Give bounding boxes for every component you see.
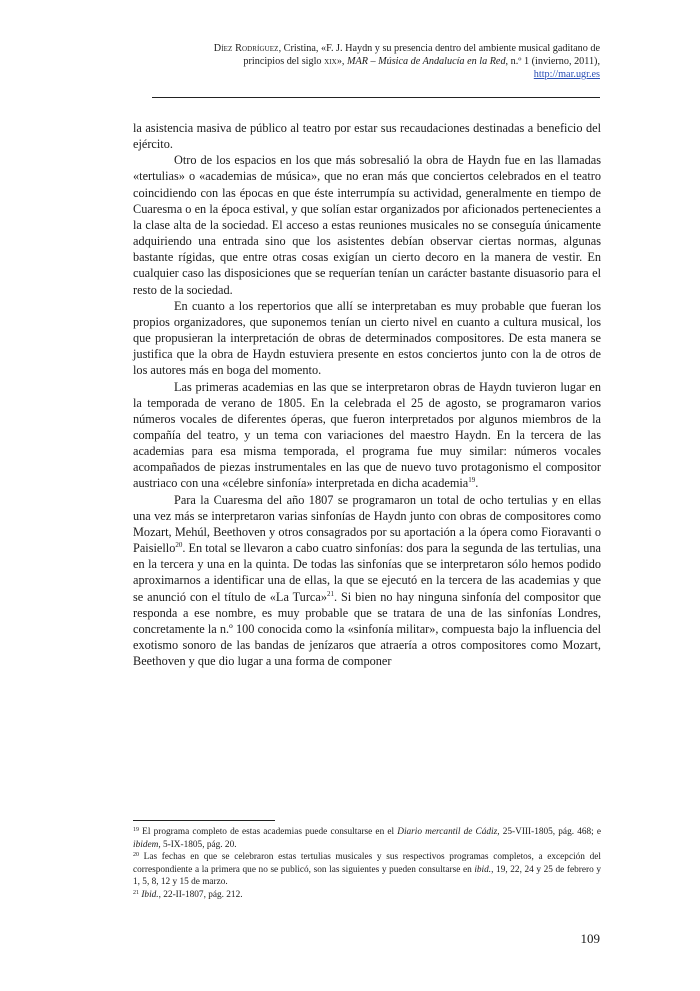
citation-line-1: Díez Rodríguez, Cristina, «F. J. Haydn y su presencia dentro del ambiente musical gaditano de xyxy=(213,43,600,54)
author-surname: Díez Rodríguez xyxy=(213,43,279,54)
paragraph-5: Para la Cuaresma del año 1807 se programaron un total de ocho tertulias y en ellas una vez más se interpretaron varias sinfonías de Haydn junto con obras de compositores como Mozart, Mehúl, Beethoven y otros consagrados por su aportación a la ópera como Fioravanti o Paisiello$^{20}$. En total se llevaron a cabo cuatro sinfonías: dos para la segunda de las tertulias, una en la tercera y una en la quinta. De todas las sinfonías que se interpretaron sólo hemos podido aproximarnos a identificar una de ellas, la que se ejecutó en la tercera de las academias y que se anunció con el título de «La Turca»$^{21}$. Si bien no hay ninguna sinfonía del compositor que responda a ese nombre, es muy probable que se tratara de una de las sinfonías Londres, concretamente la n.º 100 conocida como la «sinfonía militar», compuesta bajo la influencia del exotismo sonoro de las bandas de jenízaros que atraería a otros compositores como Mozart, Beethoven y que dio lugar a una forma de componer xyxy=(133,492,602,669)
footnotes xyxy=(133,826,601,902)
footnote-ref-20[interactable]: 20 xyxy=(175,541,183,550)
paragraph-4: Las primeras academias en las que se interpretaron obras de Haydn tuvieron lugar en la temporada de verano de 1805. En la celebrada el 25 de agosto, se programaron varios números vocales de diferentes óperas, que fueron interpretados por algunos miembros de la compañía del teatro, y un tema con variaciones del maestro Haydn. En la tercera de las academias para esa misma temporada, el programa fue muy similar: números vocales acompañados de piezas instrumentales en las que de nuevo tuvo protagonismo el compositor austriaco con una «célebre sinfonía» interpretada en dicha academia$^{19}$. xyxy=(133,379,601,491)
footnote-ref-21[interactable]: 21 xyxy=(326,589,334,598)
header-divider xyxy=(152,97,600,98)
footnote-20: $^{20}$ Las fechas en que se celebraron estas tertulias musicales y sus respectivos programas completos, a excepción del correspondiente a la primera que no se publicó, son las siguientes y pueden consultarse en ibid., 19, 22, 24 y 25 de febrero y 1, 5, 8, 12 y 15 de marzo. xyxy=(133,852,602,888)
journal-title: MAR – Música de Andalucía en la Red xyxy=(347,56,506,67)
paragraph-2: Otro de los espacios en los que más sobresalió la obra de Haydn fue en las llamadas «tertulias» o «academias de música», que no eran más que conciertos celebrados en el teatro coincidiendo con las épocas en que éste interrumpía su actividad, generalmente en tiempo de Cuaresma o en la época estival, y que solían estar organizados por aficionados pertenecientes a la clase alta de la sociedad. El acceso a estas reuniones musicales no se conseguía únicamente adquiriendo una entrada sino que los asistentes debían observar ciertas normas, algunas bastante rígidas, que entre otras cosas exigían un cierto decoro en la manera de vestir. En cualquier caso las disposiciones que se requerían tenían un carácter bastante disuasorio para el resto de la sociedad. xyxy=(133,153,601,297)
citation-line-2: principios del siglo xix», MAR – Música de Andalucía en la Red, n.º 1 (invierno, 2011), xyxy=(243,56,600,67)
paragraph-1: la asistencia masiva de público al teatro por estar sus recaudaciones destinadas a beneficio del ejército. xyxy=(133,121,601,152)
page-number: 109 xyxy=(580,931,600,946)
running-header xyxy=(140,42,600,81)
footnote-ref-19[interactable]: 19 xyxy=(468,476,476,485)
article-body xyxy=(133,120,601,669)
footnote-19: $^{19}$ El programa completo de estas academias puede consultarse en el Diario mercantil de Cádiz, 25-VIII-1805, pág. 468; e ibidem, 5-IX-1805, pág. 20. xyxy=(133,827,601,850)
footnote-divider xyxy=(133,820,275,821)
paragraph-3: En cuanto a los repertorios que allí se interpretaban es muy probable que fueran los propios organizadores, que suponemos tenían un cierto nivel en cuanto a cultura musical, los que propusieran la interpretación de obras de determinados compositores. De esta manera se justifica que la obra de Haydn estuviera presente en estos conciertos junto con la de otros de los autores más en boga del momento. xyxy=(133,298,601,378)
citation-line-3 xyxy=(140,68,600,81)
footnote-21: $^{21}$ Ibid., 22-II-1807, pág. 212. xyxy=(133,889,243,900)
journal-url-link[interactable]: http://mar.ugr.es xyxy=(533,69,600,80)
